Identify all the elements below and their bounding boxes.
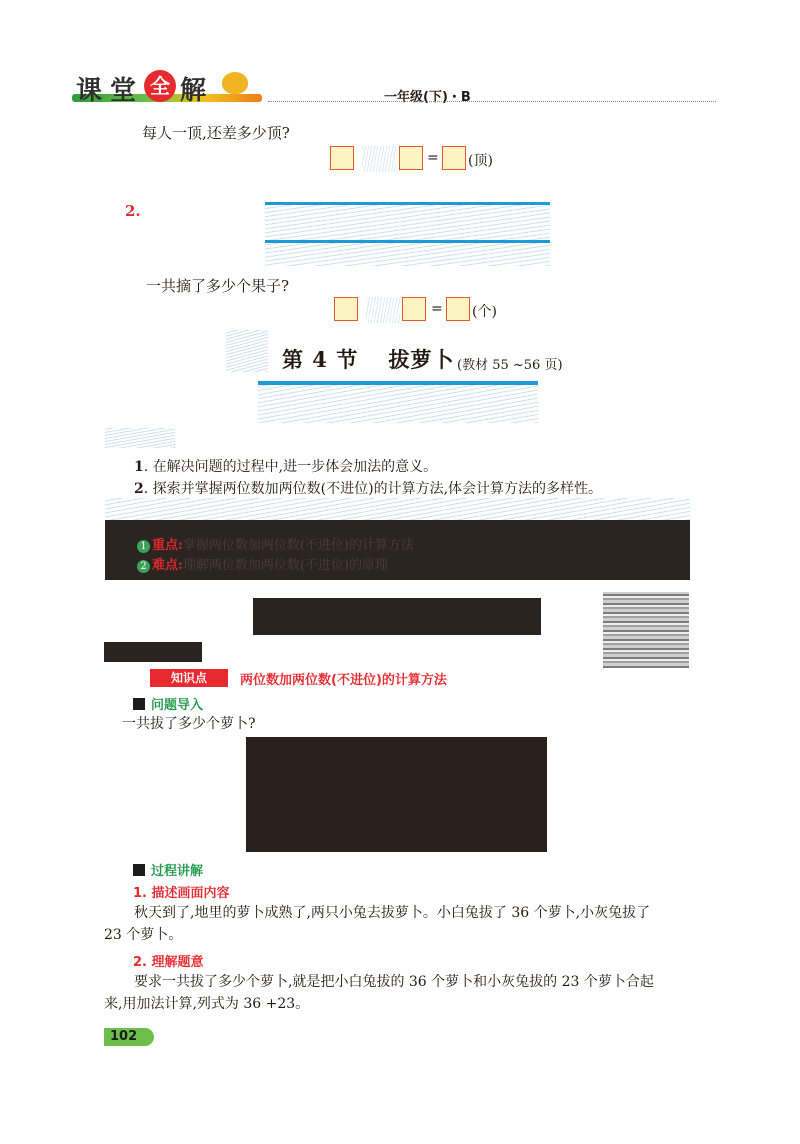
q2-operator-box[interactable] — [366, 297, 400, 323]
book-logo — [72, 70, 262, 106]
learning-goals-tag — [105, 428, 175, 448]
objective-2 — [134, 478, 602, 498]
key-points-band — [105, 498, 690, 520]
objective-1 — [134, 456, 437, 476]
logo-char-3: 全 — [144, 70, 176, 102]
q2-result-box[interactable] — [446, 297, 470, 321]
q2-question: 一共摘了多少个果子? — [146, 277, 290, 295]
q1-answer-box-2[interactable] — [399, 146, 423, 170]
logo-char-4: 解 — [180, 76, 207, 106]
objective-number: 2 — [134, 481, 144, 497]
striped-decoration — [603, 592, 689, 668]
fruit-picture — [265, 202, 550, 266]
number-1-icon: 1 — [137, 540, 150, 553]
number-2-icon: 2 — [137, 560, 150, 573]
section-subtitle: (教材 55 ~56 页) — [457, 358, 563, 373]
q1-equation — [330, 146, 510, 174]
step2-line-1: 要求一共拔了多少个萝卜,就是把小白兔拔的 36 个萝卜和小灰兔拔的 23 个萝卜合起 — [134, 974, 654, 990]
knowledge-tag: 知识点 — [150, 669, 228, 687]
intro-question: 一共拔了多少个萝卜? — [122, 716, 256, 732]
key-points-box — [105, 520, 690, 580]
objective-text: . 探索并掌握两位数加两位数(不进位)的计算方法,体会计算方法的多样性。 — [143, 481, 603, 497]
process-heading — [133, 860, 203, 879]
knowledge-banner-image — [253, 598, 541, 635]
step2-heading: 2. 理解题意 — [133, 955, 204, 970]
grade-label: 一年级(下)・B — [384, 90, 471, 105]
logo-char-1: 课 — [76, 76, 103, 106]
q1-question: 每人一顶,还差多少顶? — [142, 124, 290, 142]
q1-result-box[interactable] — [442, 146, 466, 170]
dark-label-block — [104, 642, 202, 662]
q2-answer-box-1[interactable] — [334, 297, 358, 321]
q2-equation — [334, 297, 514, 325]
key-point-text: 掌握两位数加两位数(不进位)的计算方法 — [182, 538, 414, 553]
square-bullet-icon — [133, 864, 145, 876]
step1-line-2: 23 个萝卜。 — [104, 927, 183, 943]
process-heading-text: 过程讲解 — [151, 864, 204, 879]
q2-number: 2. — [125, 202, 141, 220]
header-divider — [268, 101, 716, 102]
step1-line-1: 秋天到了,地里的萝卜成熟了,两只小兔去拔萝卜。小白兔拔了 36 个萝卜,小灰兔拔了 — [134, 905, 651, 921]
step2-line-2: 来,用加法计算,列式为 36 +23。 — [104, 996, 310, 1012]
key-point-tag: 难点: — [152, 558, 183, 573]
knowledge-title: 两位数加两位数(不进位)的计算方法 — [240, 673, 447, 688]
radish-illustration — [246, 737, 547, 852]
q2-answer-box-2[interactable] — [402, 297, 426, 321]
picture-bottom-rule — [265, 240, 550, 243]
q2-equals: = — [431, 301, 443, 317]
q1-operator-box[interactable] — [362, 146, 396, 172]
q1-unit: (顶) — [468, 153, 493, 169]
step1-heading: 1. 描述画面内容 — [133, 886, 230, 901]
section-decoration — [226, 330, 268, 372]
intro-heading-text: 问题导入 — [151, 698, 204, 713]
objective-text: . 在解决问题的过程中,进一步体会加法的意义。 — [143, 459, 438, 475]
q1-answer-box-1[interactable] — [330, 146, 354, 170]
bear-mascot-icon — [222, 72, 248, 94]
key-point-tag: 重点: — [152, 538, 183, 553]
key-point-text: 理解两位数加两位数(不进位)的原理 — [182, 558, 388, 573]
q1-equals: = — [427, 150, 439, 166]
objective-number: 1 — [134, 459, 144, 475]
key-point-2 — [137, 554, 388, 573]
logo-char-2: 堂 — [110, 76, 137, 106]
section-title: 第 4 节 拔萝卜 — [282, 347, 455, 372]
picture-top-rule — [265, 202, 550, 205]
intro-heading — [133, 694, 203, 713]
square-bullet-icon — [133, 698, 145, 710]
page-number: 102 — [104, 1028, 154, 1046]
section-band — [258, 385, 538, 423]
q2-unit: (个) — [472, 304, 497, 320]
key-point-1 — [137, 534, 414, 553]
